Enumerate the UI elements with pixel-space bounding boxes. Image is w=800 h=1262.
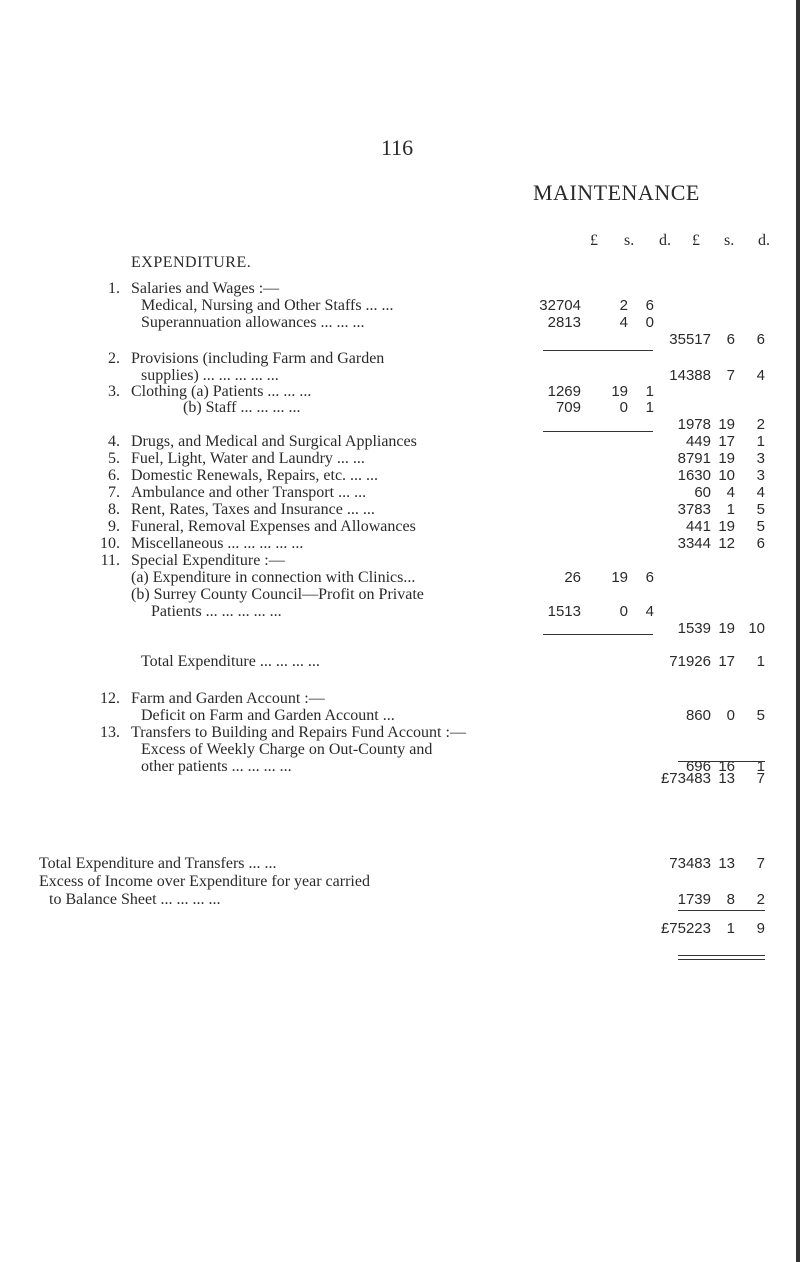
outer-pence: 9: [756, 920, 765, 937]
outer-pounds: 71926: [669, 653, 711, 670]
item-label: Provisions (including Farm and Garden: [131, 350, 385, 367]
outer-pounds: 8791: [677, 450, 711, 467]
outer-pounds: 696: [685, 758, 711, 775]
outer-pounds: 60: [694, 484, 711, 501]
outer-pence: 1: [756, 433, 765, 450]
outer-shillings-header: s.: [724, 232, 735, 249]
outer-pence: 5: [756, 501, 765, 518]
item-label: Excess of Weekly Charge on Out-County and: [141, 741, 433, 758]
outer-pounds-header: £: [692, 232, 700, 249]
item-number: 4.: [108, 433, 120, 450]
outer-pounds: 3344: [677, 535, 711, 552]
item-number: 7.: [108, 484, 120, 501]
outer-pence: 1: [756, 653, 765, 670]
outer-shillings: 13: [718, 855, 735, 872]
item-label: Ambulance and other Transport ... ...: [131, 484, 367, 501]
item-label: Miscellaneous ... ... ... ... ...: [131, 535, 304, 552]
outer-shillings: 17: [718, 433, 735, 450]
item-number: 8.: [108, 501, 120, 518]
total-rule: [678, 761, 765, 762]
item-label: (b) Staff ... ... ... ...: [183, 399, 301, 416]
outer-shillings: 7: [726, 367, 735, 384]
item-label: Farm and Garden Account :—: [131, 690, 325, 707]
item-label: Special Expenditure :—: [131, 552, 285, 569]
inner-pounds: 32704: [539, 297, 581, 314]
outer-pounds: 1978: [677, 416, 711, 433]
inner-pounds: 709: [555, 399, 581, 416]
outer-shillings: 10: [718, 467, 735, 484]
inner-pence: 0: [645, 314, 654, 331]
outer-pence: 6: [756, 535, 765, 552]
item-label: supplies) ... ... ... ... ...: [141, 367, 279, 384]
outer-pounds: 73483: [669, 855, 711, 872]
outer-shillings: 19: [718, 450, 735, 467]
outer-shillings: 16: [718, 758, 735, 775]
inner-pence: 6: [645, 569, 654, 586]
outer-pounds: 1630: [677, 467, 711, 484]
item-label: (b) Surrey County Council—Profit on Private: [131, 586, 424, 603]
inner-shillings: 19: [611, 569, 628, 586]
outer-shillings: 19: [718, 416, 735, 433]
item-number: 2.: [108, 350, 120, 367]
item-number: 5.: [108, 450, 120, 467]
item-label: Clothing (a) Patients ... ... ...: [131, 383, 312, 400]
subtotal-rule: [543, 350, 653, 351]
item-label: Excess of Income over Expenditure for year carried: [39, 873, 370, 890]
outer-pence: 6: [756, 331, 765, 348]
inner-shillings-header: s.: [624, 232, 635, 249]
section-title: MAINTENANCE: [533, 180, 700, 205]
inner-pence-header: d.: [659, 232, 671, 249]
inner-pounds: 1269: [547, 383, 581, 400]
outer-shillings: 8: [726, 891, 735, 908]
item-label: Salaries and Wages :—: [131, 280, 280, 297]
subtotal-rule: [543, 431, 653, 432]
outer-pence: 3: [756, 467, 765, 484]
inner-shillings: 4: [619, 314, 628, 331]
outer-shillings: 19: [718, 518, 735, 535]
inner-pence: 6: [645, 297, 654, 314]
item-label: Domestic Renewals, Repairs, etc. ... ...: [131, 467, 379, 484]
inner-pence: 1: [645, 383, 654, 400]
outer-shillings: 12: [718, 535, 735, 552]
outer-pounds: 1739: [677, 891, 711, 908]
item-label: (a) Expenditure in connection with Clinics...: [131, 569, 416, 586]
item-label: Total Expenditure ... ... ... ...: [141, 653, 320, 670]
item-label: Total Expenditure and Transfers ... ...: [39, 855, 277, 872]
inner-shillings: 19: [611, 383, 628, 400]
expenditure-heading: EXPENDITURE.: [131, 254, 252, 271]
item-number: 3.: [108, 383, 120, 400]
item-label: Deficit on Farm and Garden Account ...: [141, 707, 395, 724]
outer-pence-header: d.: [758, 232, 770, 249]
item-number: 12.: [100, 690, 120, 707]
inner-shillings: 2: [619, 297, 628, 314]
outer-pounds: 860: [685, 707, 711, 724]
outer-pence: 4: [756, 367, 765, 384]
item-number: 13.: [100, 724, 120, 741]
subtotal-rule: [543, 634, 653, 635]
outer-pence: 4: [756, 484, 765, 501]
outer-pence: 5: [756, 518, 765, 535]
inner-pounds: 2813: [547, 314, 581, 331]
item-label: Drugs, and Medical and Surgical Appliances: [131, 433, 417, 450]
item-label: other patients ... ... ... ...: [141, 758, 292, 775]
inner-pounds: 26: [564, 569, 581, 586]
item-number: 10.: [100, 535, 120, 552]
outer-pence: 5: [756, 707, 765, 724]
item-label: Superannuation allowances ... ... ...: [141, 314, 365, 331]
item-label: Patients ... ... ... ... ...: [151, 603, 282, 620]
item-label: Fuel, Light, Water and Laundry ... ...: [131, 450, 365, 467]
inner-pence: 1: [645, 399, 654, 416]
outer-shillings: 17: [718, 653, 735, 670]
outer-pence: 2: [756, 891, 765, 908]
outer-shillings: 6: [726, 331, 735, 348]
inner-pence: 4: [645, 603, 654, 620]
outer-shillings: 1: [726, 501, 735, 518]
outer-pence: 2: [756, 416, 765, 433]
item-number: 9.: [108, 518, 120, 535]
double-total-rule: [678, 955, 765, 960]
outer-pounds: 449: [685, 433, 711, 450]
item-number: 11.: [100, 552, 120, 569]
outer-pounds: 3783: [677, 501, 711, 518]
outer-shillings: 19: [718, 620, 735, 637]
item-label: Rent, Rates, Taxes and Insurance ... ...: [131, 501, 375, 518]
outer-pounds: £73483: [660, 770, 711, 787]
item-number: 1.: [108, 280, 120, 297]
page-number: 116: [381, 135, 414, 160]
inner-pounds: 1513: [547, 603, 581, 620]
outer-pounds: 441: [685, 518, 711, 535]
outer-shillings: 4: [726, 484, 735, 501]
outer-pence: 1: [756, 758, 765, 775]
outer-shillings: 13: [718, 770, 735, 787]
outer-shillings: 1: [726, 920, 735, 937]
inner-pounds-header: £: [590, 232, 598, 249]
outer-pounds: 1539: [677, 620, 711, 637]
outer-shillings: 0: [726, 707, 735, 724]
item-label: to Balance Sheet ... ... ... ...: [49, 891, 221, 908]
item-label: Medical, Nursing and Other Staffs ... ...: [141, 297, 394, 314]
item-number: 6.: [108, 467, 120, 484]
outer-pence: 7: [756, 855, 765, 872]
outer-pounds: 35517: [669, 331, 711, 348]
outer-pence: 3: [756, 450, 765, 467]
outer-pounds: £75223: [660, 920, 711, 937]
inner-shillings: 0: [619, 603, 628, 620]
item-label: Funeral, Removal Expenses and Allowances: [131, 518, 416, 535]
outer-pence: 7: [756, 770, 765, 787]
inner-shillings: 0: [619, 399, 628, 416]
page-edge-bar: [796, 0, 800, 1262]
outer-pence: 10: [748, 620, 765, 637]
total-rule: [678, 910, 765, 911]
item-label: Transfers to Building and Repairs Fund Account :—: [131, 724, 466, 741]
outer-pounds: 14388: [669, 367, 711, 384]
